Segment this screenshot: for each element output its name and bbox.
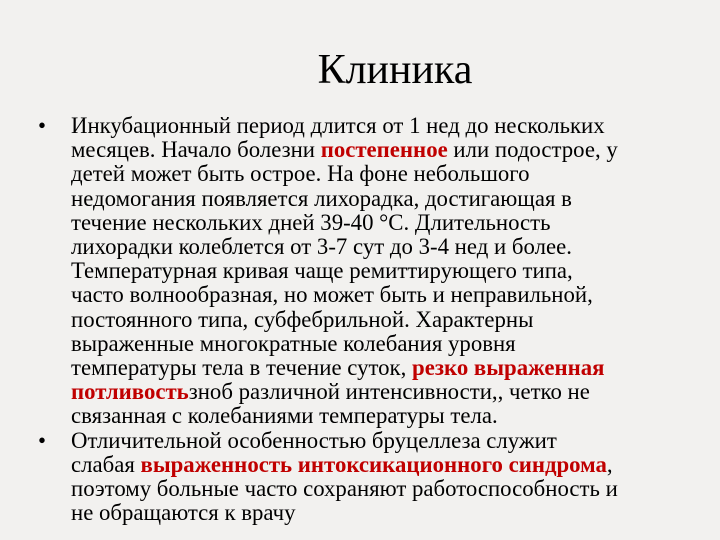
- bullet-item-1: [38, 429, 694, 526]
- text-line: [71, 259, 694, 283]
- text-line: [71, 138, 694, 162]
- bullet-text-1: [71, 429, 694, 526]
- text-run: слабая: [71, 451, 141, 477]
- text-line: [71, 404, 694, 428]
- bullet-icon: •: [38, 427, 46, 453]
- text-line: [71, 211, 694, 235]
- text-run: течение нескольких дней 39-40 °С. Длительность: [71, 209, 551, 235]
- text-run: поэтому больные часто сохраняют работоспособность и: [71, 476, 618, 502]
- text-run: температуры тела в течение суток,: [71, 355, 413, 381]
- text-run: или подострое, у: [447, 137, 618, 163]
- highlighted-text: резко выраженная: [412, 355, 605, 381]
- text-run: постоянного типа, субфебрильной. Характерны: [71, 306, 534, 332]
- text-run: Инкубационный период длится от 1 нед до нескольких: [71, 113, 605, 138]
- text-run: недомогания появляется лихорадка, достигающая в: [71, 185, 572, 211]
- text-run: связанная с колебаниями температуры тела.: [71, 403, 498, 429]
- text-run: Температурная кривая чаще ремиттирующего типа,: [71, 258, 573, 284]
- bullet-item-0: [38, 114, 694, 429]
- text-run: детей может быть острое. На фоне небольшого: [71, 161, 530, 187]
- bullet-list: [38, 114, 694, 525]
- text-line: [71, 162, 694, 186]
- text-run: месяцев. Начало болезни: [71, 137, 321, 163]
- text-line: [71, 283, 694, 307]
- text-line: [71, 501, 694, 525]
- text-line: [71, 477, 694, 501]
- text-line: [71, 380, 694, 404]
- text-run: не обращаются к врачу: [71, 500, 296, 526]
- slide-title-text: Клиника: [317, 47, 473, 93]
- bullet-icon: •: [38, 113, 46, 138]
- text-line: [71, 187, 694, 211]
- text-run: ,: [606, 451, 613, 477]
- text-line: [71, 429, 694, 453]
- text-run: лихорадки колеблется от 3-7 сут до 3-4 нед и более.: [71, 234, 572, 260]
- text-run: часто волнообразная, но может быть и неправильной,: [71, 282, 593, 308]
- slide-title: [0, 42, 720, 98]
- text-line: [71, 114, 694, 138]
- highlighted-text: постепенное: [320, 137, 448, 163]
- text-line: [71, 356, 694, 380]
- text-line: [71, 235, 694, 259]
- highlighted-text: выраженность интоксикационного синдрома: [140, 451, 607, 477]
- text-run: выраженные многократные колебания уровня: [71, 330, 516, 356]
- text-run: Отличительной особенностью бруцеллеза служит: [71, 427, 557, 453]
- text-line: [71, 308, 694, 332]
- text-line: [71, 453, 694, 477]
- text-run: зноб различной интенсивности,, четко не: [188, 379, 590, 405]
- bullet-text-0: [71, 114, 694, 429]
- text-line: [71, 332, 694, 356]
- highlighted-text: потливость: [71, 379, 189, 405]
